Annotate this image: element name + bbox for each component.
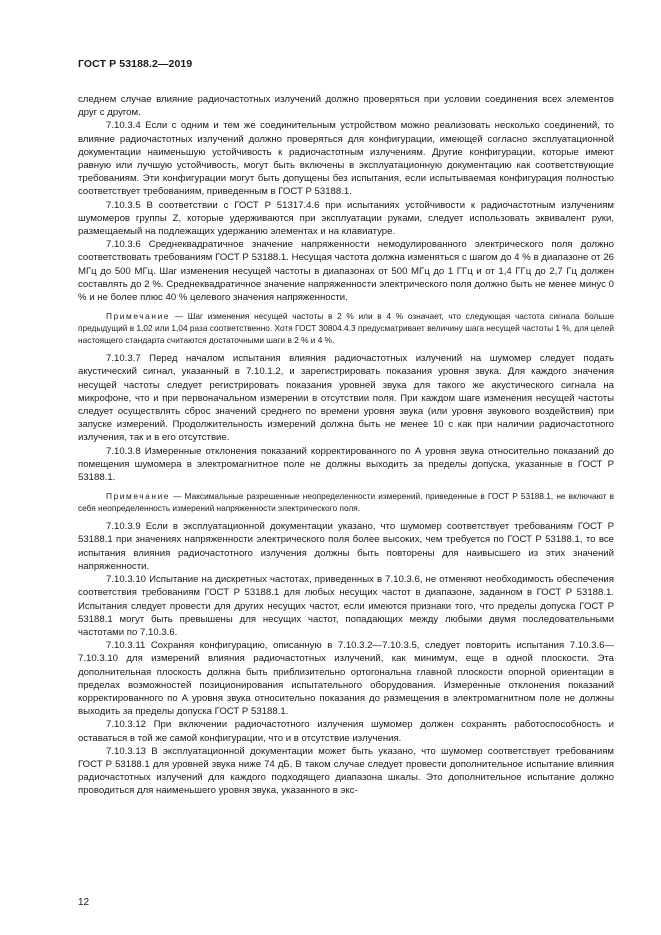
document-page [78, 58, 614, 798]
body-text [78, 93, 614, 304]
paragraph-7-10-3-4: 7.10.3.4 Если с одним и тем же соединительным устройством можно реализовать несколько соединений, то влияние радиочастотных излучений должно проверяться для конфигурации, имеющей согласно эксплуатационной документации наименьшую устойчивость к радиочастотным излучениям. Другие конфигурации, которые имеют равную или лучшую устойчивость, могут быть включены в эксплуатационную документацию как соответствующие требованиям. Эти конфигурации могут быть допущены без испытания, если испытываемая конфигурация полностью соответствует требованиям, приведенным в ГОСТ Р 53188.1. [78, 120, 614, 198]
note-2-label: Примечание [106, 491, 171, 502]
paragraph-7-10-3-10: 7.10.3.10 Испытание на дискретных частотах, приведенных в 7.10.3.6, не отменяют необходимость обеспечения соответствия требованиям ГОСТ Р 53188.1 для любых несущих частот в диапазоне, заданном в ГОСТ Р 53188.1. Испытания следует провести для других несущих частот, если имеются признаки того, что пределы допуска ГОСТ Р 53188.1 могут быть превышены для несущих частот, попадающих между любыми двумя последовательными частотами по 7.10.3.6. [78, 574, 614, 638]
paragraph-7-10-3-13: 7.10.3.13 В эксплуатационной документации может быть указано, что шумомер соответствует требованиям ГОСТ Р 53188.1 для уровней звука ниже 74 дБ. В таком случае следует провести дополнительное испытание влияния радиочастотных излучений для каждого подходящего диапазона шкалы. Это дополнительное испытание должно проводиться для наименьшего уровня звука, указанного в экс- [78, 745, 614, 797]
paragraph-7-10-3-11: 7.10.3.11 Сохраняя конфигурацию, описанную в 7.10.3.2—7.10.3.5, следует повторить испытания 7.10.3.6—7.10.3.10 для измерений влияния радиочастотных излучений, как минимум, еще в одной плоскости. Эта дополнительная плоскость должна быть приблизительно ортогональна главной плоскости опорной ориентации в пределах возможностей позиционирования испытательного оборудования. Измеренные отклонения показаний корректированного по А уровня звука относительно показания до размещения в электромагнитном поле не должны выходить за пределы допуска ГОСТ Р 53188.1. [78, 640, 614, 718]
paragraph-7-10-3-12: 7.10.3.12 При включении радиочастотного излучения шумомер должен сохранять работоспособность и оставаться в той же самой конфигурации, что и в отсутствие излучения. [78, 719, 614, 744]
note-1-text: — Шаг изменения несущей частоты в 2 % или в 4 % означает, что следующая частота сигнала больше предыдущий в 1,02 или 1,04 раза соответственно. Хотя ГОСТ 30804.4.3 предусматривает величину шага несущей частоты 1 %, для целей настоящего стандарта считаются достаточными шаги в 2 % и 4 %. [78, 311, 614, 346]
document-header: ГОСТ Р 53188.2—2019 [78, 58, 193, 70]
note-1-label: Примечание [106, 311, 171, 322]
note-1 [78, 310, 614, 346]
page-number: 12 [78, 897, 90, 908]
note-2-text: — Максимальные разрешенные неопределенности измерений, приведенные в ГОСТ Р 53188.1, не включают в себя неопределенность измерений напряженности электрического поля. [78, 491, 614, 514]
paragraph-7-10-3-9: 7.10.3.9 Если в эксплуатационной документации указано, что шумомер соответствует требованиям ГОСТ Р 53188.1 при значениях напряженности электрического поля более высоких, чем требуется по ГОСТ Р 53188.1, то все испытания влияния радиочастотного излучения должны быть повторены для наивысшего из этих значений напряженности. [78, 521, 614, 572]
paragraph-7-10-3-8: 7.10.3.8 Измеренные отклонения показаний корректированного по А уровня звука относительно показаний до помещения шумомера в электромагнитное поле не должны выходить за пределы допуска, указанные в ГОСТ Р 53188.1. [78, 445, 614, 484]
paragraph-7-10-3-6: 7.10.3.6 Среднеквадратичное значение напряженности немодулированного электрического поля должно соответствовать требованиям ГОСТ Р 53188.1. Несущая частота должна изменяться с шагом до 4 % в диапазоне от 26 МГц до 500 МГц. Шаг изменения несущей частоты в диапазонах от 500 МГц до 1 ГГц и от 1,4 ГГц до 2,7 Гц должен составлять до 2 %. Среднеквадратичное значение напряженности электрического поля должно быть не менее минус 0 % и не более плюс 40 % целевого значения напряженности. [78, 239, 614, 304]
note-2 [78, 490, 614, 514]
paragraph-7-10-3-7: 7.10.3.7 Перед началом испытания влияния радиочастотных излучений на шумомер следует подать акустический сигнал, указанный в 7.10.1.2, и зарегистрировать показания уровня звука. Для каждого значения несущей частоты следует регистрировать показания уровней звука для такого же акустического сигнала на микрофоне, что и при первоначальном измерении в отсутствии поля. При каждом шаге изменения несущей частоты следует осуществлять сброс значений среднего по времени уровня звука (или уровня звукового воздействия) при запуске измерений. Продолжительность измерений должна быть не менее 10 с как при наличии радиочастотного излучения, так и в его отсутствие. [78, 353, 614, 444]
paragraph-continuation: следнем случае влияние радиочастотных излучений должно проверяться при условии соединения всех элементов друг с другом. [78, 94, 614, 119]
body-text-2 [78, 352, 614, 484]
body-text-3 [78, 520, 614, 797]
paragraph-7-10-3-5: 7.10.3.5 В соответствии с ГОСТ Р 51317.4.6 при испытаниях устойчивости к радиочастотным излучениям шумомеров группы Z, которые удерживаются при эксплуатации руками, следует использовать эквивалент руки, размещаемый на подлежащих удержанию элементах и на клавиатуре. [78, 199, 614, 238]
